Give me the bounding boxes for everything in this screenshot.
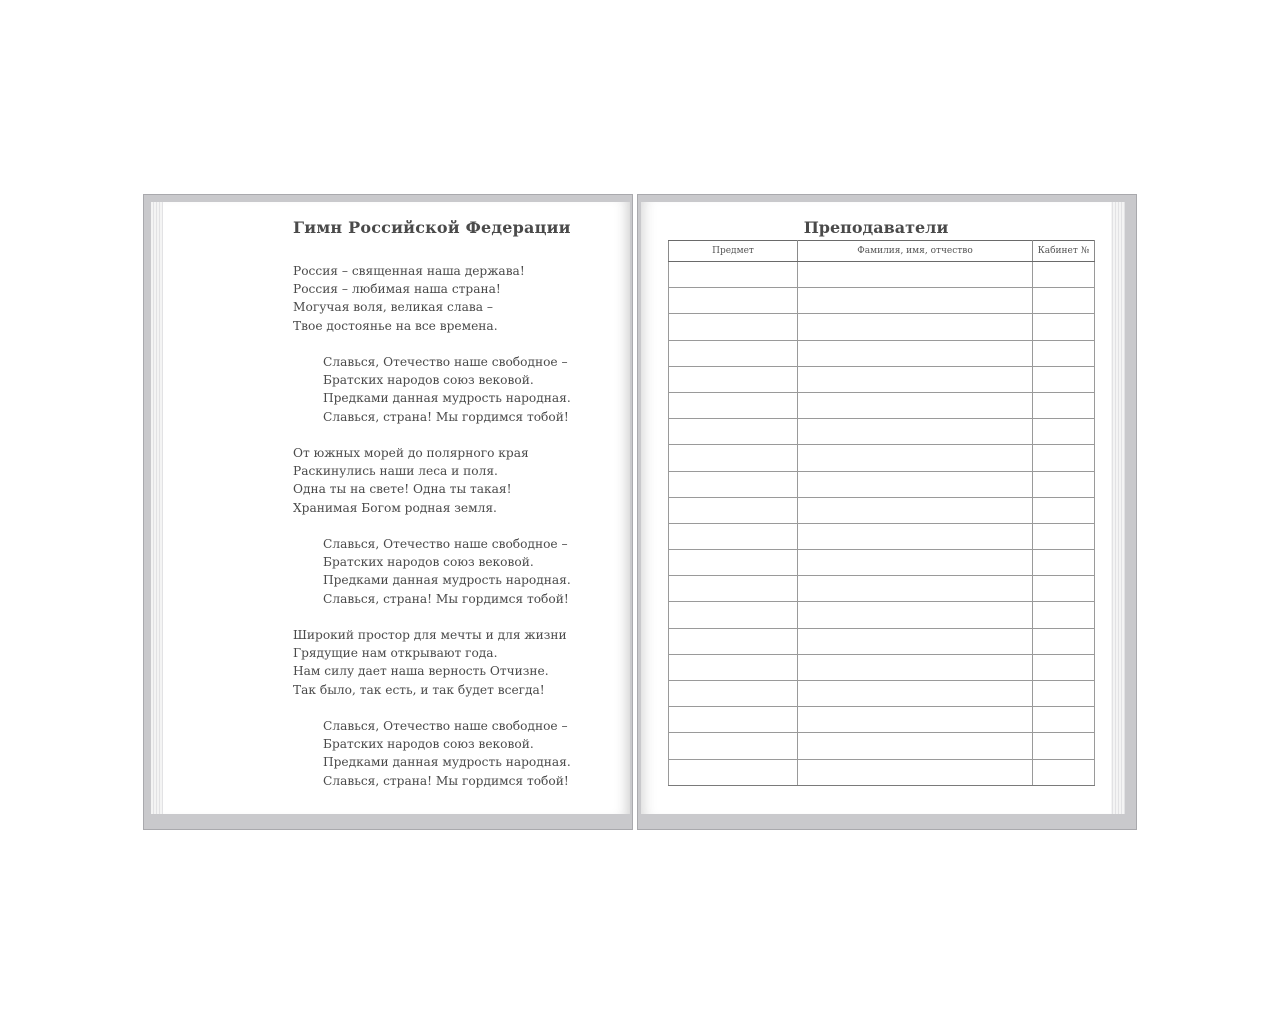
anthem-line: От южных морей до полярного края	[293, 446, 529, 460]
anthem-line: Братских народов союз вековой.	[323, 373, 534, 388]
left-page	[163, 202, 630, 814]
subject-cell[interactable]	[669, 759, 798, 785]
table-row	[669, 340, 1095, 366]
anthem-line: Широкий простор для мечты и для жизни	[293, 628, 567, 642]
anthem-chorus	[293, 717, 613, 790]
room-cell[interactable]	[1033, 314, 1095, 340]
subject-cell[interactable]	[669, 340, 798, 366]
subject-cell[interactable]	[669, 707, 798, 733]
room-cell[interactable]	[1033, 523, 1095, 549]
table-header-row	[669, 241, 1095, 262]
anthem-line: Могучая воля, великая слава –	[293, 300, 493, 315]
table-row	[669, 471, 1095, 497]
anthem-line: Предками данная мудрость народная.	[323, 573, 571, 588]
full-name-cell[interactable]	[798, 366, 1033, 392]
anthem-chorus	[293, 535, 613, 608]
column-header-room: Кабинет №	[1033, 241, 1095, 262]
full-name-cell[interactable]	[798, 681, 1033, 707]
anthem-line: Предками данная мудрость народная.	[323, 755, 571, 770]
anthem-line: Славься, Отечество наше свободное –	[323, 537, 568, 551]
table-row	[669, 759, 1095, 785]
anthem-line: Славься, страна! Мы гордимся тобой!	[323, 773, 569, 788]
full-name-cell[interactable]	[798, 392, 1033, 418]
subject-cell[interactable]	[669, 366, 798, 392]
full-name-cell[interactable]	[798, 314, 1033, 340]
anthem-line: Россия – любимая наша страна!	[293, 282, 501, 297]
room-cell[interactable]	[1033, 733, 1095, 759]
room-cell[interactable]	[1033, 654, 1095, 680]
full-name-cell[interactable]	[798, 654, 1033, 680]
anthem-line: Предками данная мудрость народная.	[323, 391, 571, 406]
full-name-cell[interactable]	[798, 733, 1033, 759]
subject-cell[interactable]	[669, 576, 798, 602]
table-row	[669, 262, 1095, 288]
table-row	[669, 497, 1095, 523]
subject-cell[interactable]	[669, 288, 798, 314]
full-name-cell[interactable]	[798, 471, 1033, 497]
anthem-line: Славься, Отечество наше свободное –	[323, 719, 568, 733]
table-row	[669, 550, 1095, 576]
subject-cell[interactable]	[669, 419, 798, 445]
table-row	[669, 628, 1095, 654]
room-cell[interactable]	[1033, 628, 1095, 654]
table-row	[669, 602, 1095, 628]
full-name-cell[interactable]	[798, 288, 1033, 314]
anthem-line: Братских народов союз вековой.	[323, 555, 534, 570]
anthem-line: Славься, Отечество наше свободное –	[323, 355, 568, 369]
right-page	[641, 202, 1111, 814]
table-row	[669, 523, 1095, 549]
room-cell[interactable]	[1033, 497, 1095, 523]
room-cell[interactable]	[1033, 419, 1095, 445]
room-cell[interactable]	[1033, 602, 1095, 628]
subject-cell[interactable]	[669, 471, 798, 497]
subject-cell[interactable]	[669, 392, 798, 418]
room-cell[interactable]	[1033, 759, 1095, 785]
room-cell[interactable]	[1033, 340, 1095, 366]
table-body	[669, 262, 1095, 786]
column-header-full-name: Фамилия, имя, отчество	[798, 241, 1033, 262]
full-name-cell[interactable]	[798, 628, 1033, 654]
anthem-chorus	[293, 353, 613, 426]
anthem-title: Гимн Российской Федерации	[293, 218, 571, 237]
full-name-cell[interactable]	[798, 759, 1033, 785]
anthem-verse	[293, 626, 613, 699]
full-name-cell[interactable]	[798, 262, 1033, 288]
subject-cell[interactable]	[669, 681, 798, 707]
anthem-verse	[293, 262, 613, 335]
subject-cell[interactable]	[669, 550, 798, 576]
table-row	[669, 314, 1095, 340]
full-name-cell[interactable]	[798, 707, 1033, 733]
column-header-subject: Предмет	[669, 241, 798, 262]
room-cell[interactable]	[1033, 366, 1095, 392]
room-cell[interactable]	[1033, 471, 1095, 497]
table-row	[669, 445, 1095, 471]
table-row	[669, 733, 1095, 759]
subject-cell[interactable]	[669, 262, 798, 288]
subject-cell[interactable]	[669, 602, 798, 628]
anthem-line: Россия – священная наша держава!	[293, 264, 525, 278]
anthem-line: Хранимая Богом родная земля.	[293, 500, 497, 515]
anthem-line: Славься, страна! Мы гордимся тобой!	[323, 591, 569, 606]
full-name-cell[interactable]	[798, 523, 1033, 549]
room-cell[interactable]	[1033, 681, 1095, 707]
full-name-cell[interactable]	[798, 576, 1033, 602]
subject-cell[interactable]	[669, 523, 798, 549]
anthem-line: Одна ты на свете! Одна ты такая!	[293, 482, 512, 497]
subject-cell[interactable]	[669, 314, 798, 340]
subject-cell[interactable]	[669, 497, 798, 523]
room-cell[interactable]	[1033, 445, 1095, 471]
full-name-cell[interactable]	[798, 602, 1033, 628]
table-row	[669, 288, 1095, 314]
room-cell[interactable]	[1033, 288, 1095, 314]
teachers-title: Преподаватели	[803, 218, 949, 237]
room-cell[interactable]	[1033, 576, 1095, 602]
subject-cell[interactable]	[669, 733, 798, 759]
teachers-table	[668, 240, 1095, 786]
room-cell[interactable]	[1033, 262, 1095, 288]
subject-cell[interactable]	[669, 445, 798, 471]
page-edges-right	[1109, 202, 1125, 814]
room-cell[interactable]	[1033, 550, 1095, 576]
anthem-text	[293, 262, 613, 808]
table-row	[669, 654, 1095, 680]
table-row	[669, 366, 1095, 392]
table-row	[669, 681, 1095, 707]
anthem-line: Так было, так есть, и так будет всегда!	[293, 682, 545, 697]
table-row	[669, 392, 1095, 418]
full-name-cell[interactable]	[798, 419, 1033, 445]
room-cell[interactable]	[1033, 707, 1095, 733]
anthem-line: Раскинулись наши леса и поля.	[293, 464, 498, 479]
subject-cell[interactable]	[669, 628, 798, 654]
table-row	[669, 576, 1095, 602]
anthem-verse	[293, 444, 613, 517]
full-name-cell[interactable]	[798, 497, 1033, 523]
table-row	[669, 707, 1095, 733]
room-cell[interactable]	[1033, 392, 1095, 418]
anthem-line: Нам силу дает наша верность Отчизне.	[293, 664, 549, 679]
anthem-line: Твое достоянье на все времена.	[293, 318, 498, 333]
anthem-line: Братских народов союз вековой.	[323, 737, 534, 752]
anthem-line: Грядущие нам открывают года.	[293, 646, 498, 661]
table-row	[669, 419, 1095, 445]
full-name-cell[interactable]	[798, 340, 1033, 366]
subject-cell[interactable]	[669, 654, 798, 680]
anthem-line: Славься, страна! Мы гордимся тобой!	[323, 409, 569, 424]
full-name-cell[interactable]	[798, 445, 1033, 471]
full-name-cell[interactable]	[798, 550, 1033, 576]
